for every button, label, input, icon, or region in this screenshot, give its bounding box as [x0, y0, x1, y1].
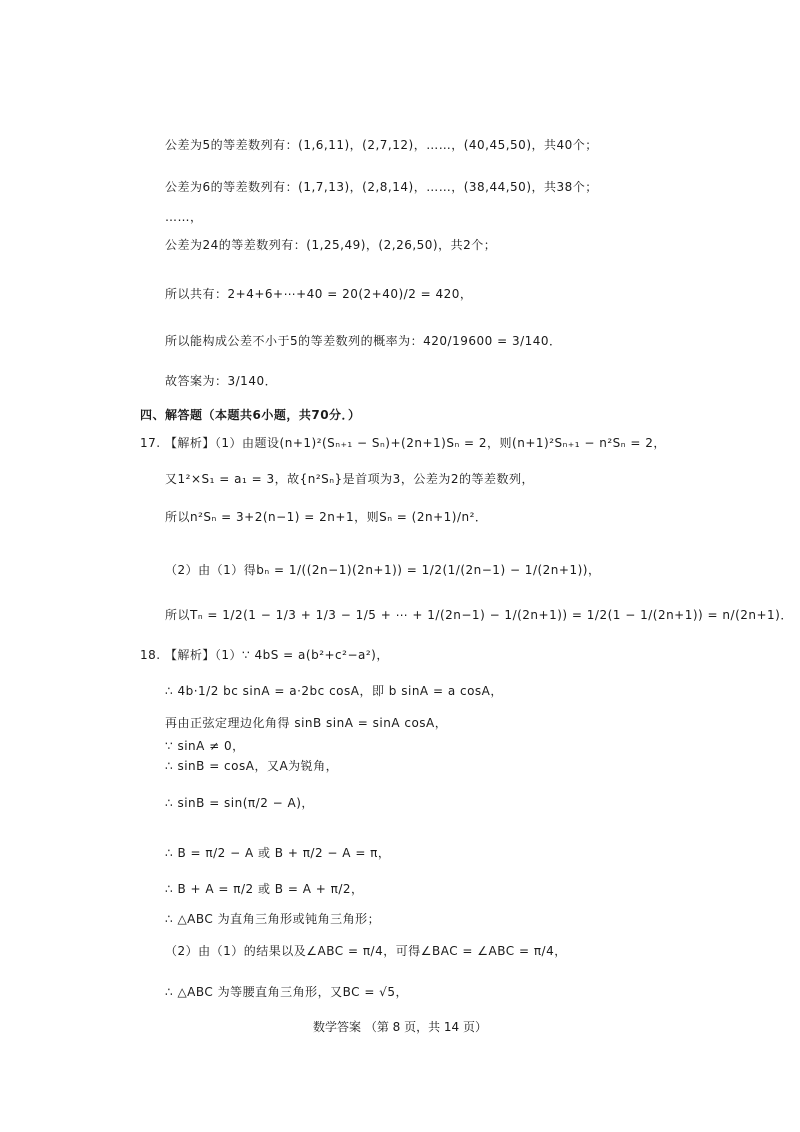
line-18k: ∴ △ABC 为等腰直角三角形，又BC = √5，: [165, 985, 408, 999]
line-17: 17. 【解析】（1）由题设(n+1)²(Sₙ₊₁ − Sₙ)+(2n+1)Sₙ = 2，则(n+1)²Sₙ₊₁ − n²Sₙ = 2，: [140, 436, 666, 450]
line-18f: ∴ sinB = sin(π/2 − A)，: [165, 796, 314, 810]
page-footer: 数学答案 （第 8 页，共 14 页）: [313, 1020, 487, 1034]
line-6: 所以能构成公差不小于5的等差数列的概率为：420/19600 = 3/140．: [165, 334, 562, 348]
line-18: 18. 【解析】（1）∵ 4bS = a(b²+c²−a²)，: [140, 648, 389, 662]
line-2: 公差为6的等差数列有：(1,7,13)，(2,8,14)，……，(38,44,50)，共38个；: [165, 180, 598, 194]
line-4: 公差为24的等差数列有：(1,25,49)，(2,26,50)，共2个；: [165, 238, 497, 252]
line-18d: ∵ sinA ≠ 0，: [165, 739, 245, 753]
line-17b: 又1²×S₁ = a₁ = 3，故{n²Sₙ}是首项为3，公差为2的等差数列，: [165, 472, 534, 486]
section-heading: 四、解答题（本题共6小题，共70分．）: [140, 408, 361, 422]
line-18h: ∴ B + A = π/2 或 B = A + π/2，: [165, 882, 364, 896]
line-3: ……，: [165, 210, 203, 224]
line-17d: （2）由（1）得bₙ = 1/((2n−1)(2n+1)) = 1/2(1/(2n−1) − 1/(2n+1))，: [165, 563, 601, 577]
line-18i: ∴ △ABC 为直角三角形或钝角三角形；: [165, 912, 381, 926]
line-1: 公差为5的等差数列有：(1,6,11)，(2,7,12)，……，(40,45,50)，共40个；: [165, 138, 598, 152]
line-17e: 所以Tₙ = 1/2(1 − 1/3 + 1/3 − 1/5 + ⋯ + 1/(2n−1) − 1/(2n+1)) = 1/2(1 − 1/(2n+1)) = n/(2n+1)．: [165, 608, 793, 622]
line-17c: 所以n²Sₙ = 3+2(n−1) = 2n+1，则Sₙ = (2n+1)/n²．: [165, 510, 488, 524]
line-18g: ∴ B = π/2 − A 或 B + π/2 − A = π，: [165, 846, 391, 860]
line-18e: ∴ sinB = cosA，又A为锐角，: [165, 759, 339, 773]
line-5: 所以共有：2+4+6+⋯+40 = 20(2+40)/2 = 420，: [165, 287, 473, 301]
line-18j: （2）由（1）的结果以及∠ABC = π/4，可得∠BAC = ∠ABC = π/4，: [165, 944, 567, 958]
line-18b: ∴ 4b·1/2 bc sinA = a·2bc cosA，即 b sinA = a cosA，: [165, 684, 503, 698]
line-7: 故答案为：3/140．: [165, 374, 278, 388]
line-18c: 再由正弦定理边化角得 sinB sinA = sinA cosA，: [165, 716, 448, 730]
